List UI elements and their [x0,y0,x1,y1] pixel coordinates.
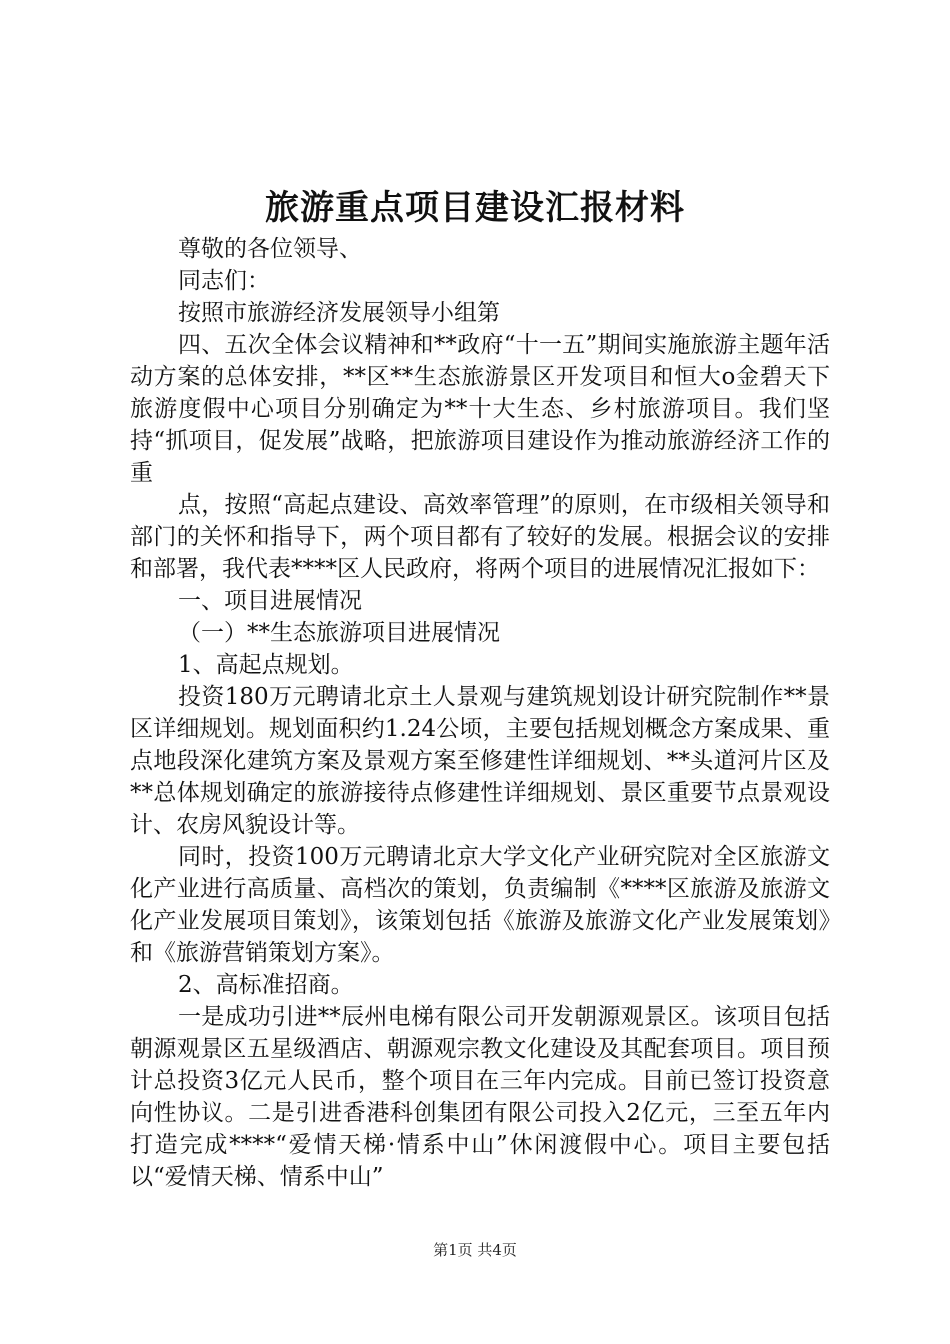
document-title: 旅游重点项目建设汇报材料 [265,188,685,228]
salutation-line-1: 尊敬的各位领导、 [178,236,362,262]
salutation-line-2: 同志们： [178,268,270,294]
item-heading: 1、高起点规划。 [178,652,354,678]
item-heading: 2、高标准招商。 [178,972,354,998]
paragraph: 按照市旅游经济发展领导小组第 [178,300,500,326]
subsection-heading: （一）**生态旅游项目进展情况 [178,620,500,646]
document-body [130,233,830,1193]
paragraph: 四、五次全体会议精神和**政府“十一五”期间实施旅游主题年活动方案的总体安排，**区**生态旅游景区开发项目和恒大ο金碧天下旅游度假中心项目分别确定为**十大生态、乡村旅游项目。我们坚持“抓项目，促发展”战略，把旅游项目建设作为推动旅游经济工作的重 [130,332,830,486]
page-number-footer: 第1页 共4页 [433,1241,517,1259]
paragraph: 投资180万元聘请北京土人景观与建筑规划设计研究院制作**景区详细规划。规划面积约1.24公顷，主要包括规划概念方案成果、重点地段深化建筑方案及景观方案至修建性详细规划、**头道河片区及**总体规划确定的旅游接待点修建性详细规划、景区重要节点景观设计、农房风貌设计等。 [130,684,830,838]
section-heading: 一、项目进展情况 [178,588,362,614]
paragraph: 一是成功引进**辰州电梯有限公司开发朝源观景区。该项目包括朝源观景区五星级酒店、朝源观宗教文化建设及其配套项目。项目预计总投资3亿元人民币，整个项目在三年内完成。目前已签订投资意向性协议。二是引进香港科创集团有限公司投入2亿元，三至五年内打造完成****“爱情天梯·情系中山”休闲渡假中心。项目主要包括以“爱情天梯、情系中山” [130,1004,830,1190]
paragraph: 同时，投资100万元聘请北京大学文化产业研究院对全区旅游文化产业进行高质量、高档次的策划，负责编制《****区旅游及旅游文化产业发展项目策划》，该策划包括《旅游及旅游文化产业发展策划》和《旅游营销策划方案》。 [130,844,830,966]
paragraph: 点，按照“高起点建设、高效率管理”的原则，在市级相关领导和部门的关怀和指导下，两个项目都有了较好的发展。根据会议的安排和部署，我代表****区人民政府，将两个项目的进展情况汇报如下： [130,492,830,582]
